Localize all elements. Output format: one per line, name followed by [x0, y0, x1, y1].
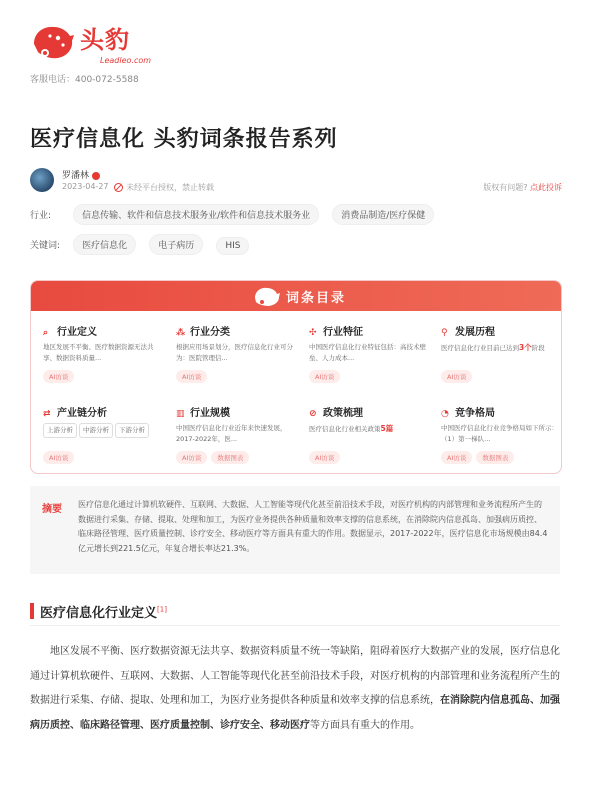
data-chart-chip[interactable]: 数据图表: [476, 451, 514, 464]
catalog-item-competition[interactable]: [441, 404, 561, 464]
data-chart-chip[interactable]: 数据图表: [211, 451, 249, 464]
abstract-text: 医疗信息化通过计算机软硬件、互联网、大数据、人工智能等现代化甚至前沿技术手段，对医疗机构的内部管理和业务流程所产生的数据进行采集、存储、提取、处理和加工，为医疗业务提供各种质量和效率支撑的信息系统，在消除院内信息孤岛、加强病历质控、临床路径管理、医疗质量控制、诊疗安全、移动医疗等方面具有重大的作用。数据显示，2017-2022年，医疗信息化市场规模由84.4亿元增长到221.5亿元，年复合增长率达21.3%。: [78, 500, 548, 553]
catalog-title: 词条目录: [286, 291, 347, 306]
catalog-item-title: 行业特征: [323, 327, 363, 338]
section-paragraph: [30, 640, 560, 738]
keyword-row: [30, 233, 257, 255]
catalog-item-desc: 中国医疗信息化行业近年来快速发展，2017-2022年，医...: [176, 424, 287, 443]
catalog-item-title: 竞争格局: [455, 408, 495, 419]
search-icon: ⌕: [43, 328, 49, 338]
policy-icon: ⊘: [309, 409, 317, 419]
author-name: 罗潘林: [62, 171, 90, 181]
catalog-item-title: 发展历程: [455, 327, 495, 338]
ai-interview-chip[interactable]: AI访谈: [309, 370, 340, 383]
rights-text: 未经平台授权，禁止转载: [126, 183, 214, 192]
catalog-item-desc: [441, 342, 561, 364]
keyword-tag[interactable]: 医疗信息化: [73, 234, 136, 255]
catalog-item-subs: [43, 423, 163, 445]
publish-date: 2023-04-27: [62, 182, 109, 191]
ai-interview-chip[interactable]: AI访谈: [441, 370, 472, 383]
ai-interview-chip[interactable]: AI访谈: [43, 451, 74, 464]
chain-icon: ⇄: [43, 409, 51, 419]
rights-notice: [114, 182, 214, 193]
pie-chart-icon: ◔: [441, 409, 449, 419]
industry-row: [30, 203, 442, 225]
section-accent-bar: [30, 603, 34, 619]
catalog-item-title: 行业分类: [190, 327, 230, 338]
author[interactable]: [62, 168, 100, 181]
verified-icon: [92, 172, 100, 180]
catalog-desc-number: 5篇: [380, 424, 394, 433]
catalog-item-title: 行业规模: [190, 408, 230, 419]
section-body-text: 等方面具有重大的作用。: [310, 719, 420, 731]
logo-subtext: Leadleo.com: [100, 56, 152, 65]
industry-tag[interactable]: 消费品制造/医疗保健: [332, 204, 434, 225]
ai-interview-chip[interactable]: AI访谈: [309, 451, 340, 464]
ai-interview-chip[interactable]: AI访谈: [176, 370, 207, 383]
keyword-tag[interactable]: HIS: [216, 237, 249, 255]
catalog-item-desc: [309, 423, 429, 445]
complaint-prompt: 版权有问题?: [483, 183, 528, 192]
leopard-icon: [253, 285, 281, 307]
catalog-item-features[interactable]: [309, 323, 429, 383]
catalog-item-desc: 地区发展不平衡、医疗数据资源无法共享、数据资料质量...: [43, 343, 154, 362]
ai-interview-chip[interactable]: AI访谈: [176, 451, 207, 464]
catalog-item-industry-chain[interactable]: [43, 404, 163, 464]
catalog-item-desc: 中国医疗信息化行业竞争格局如下所示：（1）第一梯队...: [441, 424, 558, 443]
catalog-item-title: 政策梳理: [323, 408, 363, 419]
catalog-item-market-size[interactable]: [176, 404, 296, 464]
avatar[interactable]: [30, 168, 54, 192]
bar-chart-icon: ▥: [176, 409, 185, 419]
footnote-ref[interactable]: [1]: [157, 605, 167, 614]
history-icon: ⚲: [441, 328, 448, 338]
abstract-box: [30, 486, 560, 574]
catalog-desc-text: 医疗信息化行业相关政策: [309, 425, 381, 433]
catalog-item-definition[interactable]: [43, 323, 163, 383]
keyword-tag[interactable]: 电子病历: [149, 234, 203, 255]
leopard-logo-icon: [30, 22, 76, 62]
midstream-chip[interactable]: 中游分析: [79, 423, 113, 438]
section-divider: [30, 625, 560, 626]
keyword-label: 关键词:: [30, 241, 61, 251]
complaint-link[interactable]: 点此投诉: [530, 183, 562, 192]
catalog-item-policy[interactable]: [309, 404, 429, 464]
prohibited-icon: [114, 183, 123, 192]
catalog-item-title: 行业定义: [57, 327, 97, 338]
section-title: 医疗信息化行业定义: [40, 606, 158, 621]
copyright-complaint: [483, 182, 562, 193]
catalog-item-title: 产业链分析: [57, 408, 107, 419]
logo-text: 头豹: [80, 26, 130, 54]
upstream-chip[interactable]: 上游分析: [43, 423, 77, 438]
catalog-item-classification[interactable]: [176, 323, 296, 383]
abstract-label: 摘要: [42, 504, 62, 515]
catalog-header: [31, 281, 561, 311]
ai-interview-chip[interactable]: AI访谈: [441, 451, 472, 464]
catalog-item-history[interactable]: [441, 323, 561, 383]
hotline: 客服电话：400-072-5588: [30, 75, 139, 85]
downstream-chip[interactable]: 下游分析: [115, 423, 149, 438]
industry-tag[interactable]: 信息传输、软件和信息技术服务业/软件和信息技术服务业: [73, 204, 319, 225]
catalog-desc-text: 医疗信息化行业目前已达到: [441, 344, 519, 352]
classification-icon: ⁂: [176, 328, 186, 338]
section-body-emphasis: 在消除院内信息孤岛、加强病历质控、临床路径管理、医疗质量控制、诊疗安全、移动医疗: [30, 695, 560, 731]
catalog-desc-number: 3个: [519, 343, 532, 352]
features-icon: ✣: [309, 328, 317, 338]
catalog-desc-text: 阶段: [531, 344, 545, 352]
catalog-item-desc: 根据应用场景划分，医疗信息化行业可分为：医院管理信...: [176, 343, 293, 362]
logo[interactable]: [30, 18, 152, 68]
catalog-panel: [30, 280, 562, 474]
catalog-item-desc: 中国医疗信息化行业特征包括：高技术壁垒、人力成本...: [309, 343, 426, 362]
ai-interview-chip[interactable]: AI访谈: [43, 370, 74, 383]
industry-label: 行业:: [30, 211, 52, 221]
page-title: 医疗信息化 头豹词条报告系列: [30, 127, 338, 152]
section-body-text: 地区发展不平衡、医疗数据资源无法共享、数据资料质量不统一等缺陷，阻碍着医疗大数据产业的发展，医疗信息化通过计算机软硬件、互联网、大数据、人工智能等现代化甚至前沿技术手段，对医疗机构的内部管理和业务流程所产生的数据进行采集、存储、提取、处理和加工，为医疗业务提供各种质量和效率支撑的信息系统，: [30, 646, 560, 706]
